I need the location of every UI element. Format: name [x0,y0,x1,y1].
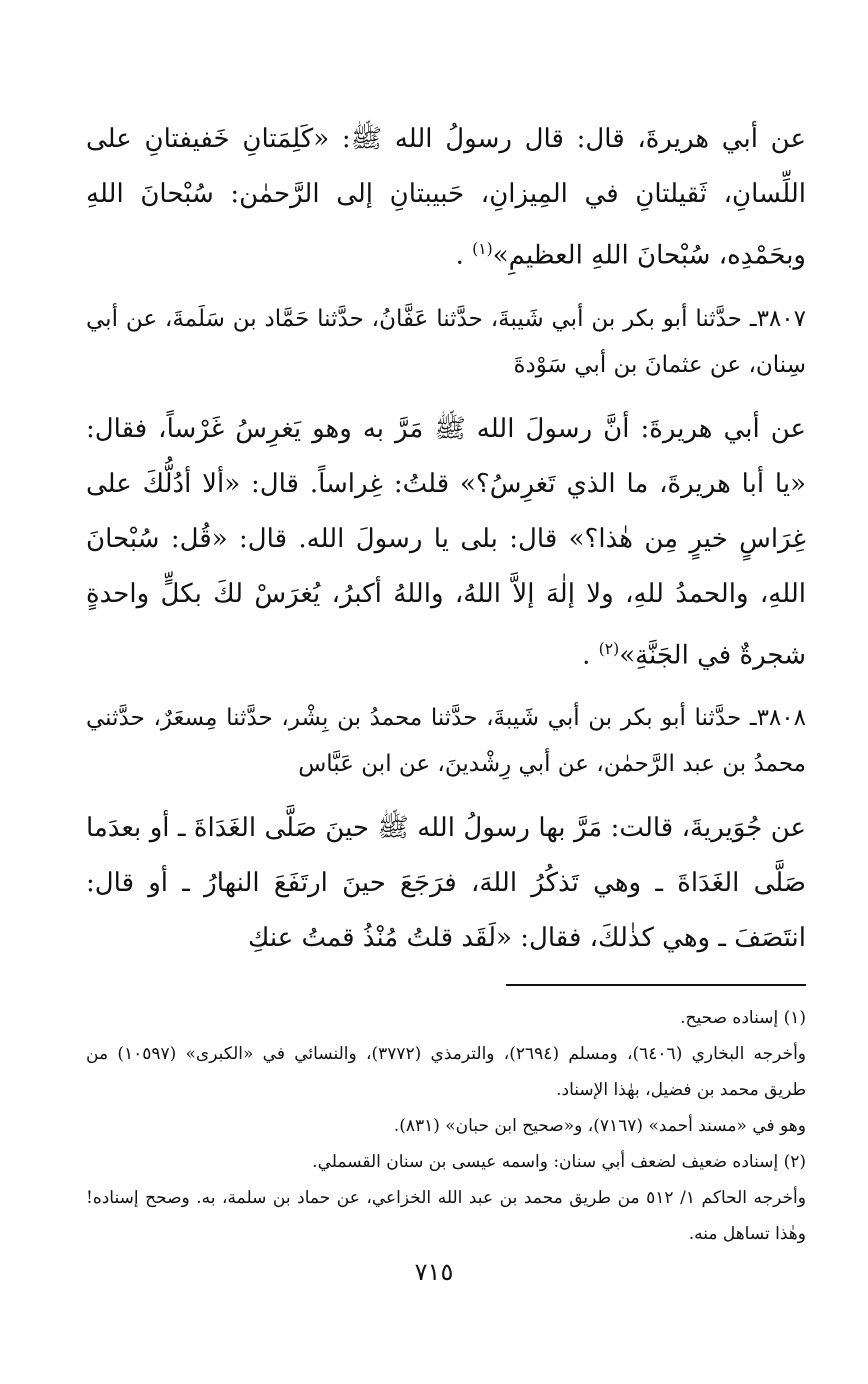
footnote-line: (١) إسناده صحيح. [680,1008,806,1029]
footnote-marker[interactable]: (١) [472,240,493,258]
end-punctuation: . [582,640,591,671]
hadith-text-3807 [86,402,806,684]
isnad-3807: ٣٨٠٧ـ حدَّثنا أبو بكر بن أبي شَيبةَ، حدَّثنا عَفَّانُ، حدَّثنا حَمَّاد بن سَلَمةَ، عن أبي سِنان، عن عثمانَ بن أبي سَوْدةَ [86,305,806,378]
footnote-line: وأخرجه الحاكم ١/ ٥١٢ من طريق محمد بن عبد الله الخزاعي، عن حماد بن سلمة، به. وصحح إسناده! وهٰذا تساهل منه. [86,1188,806,1245]
hadith-text-1 [86,112,806,284]
footnote-separator-wrap [86,984,806,1000]
isnad-3808: ٣٨٠٨ـ حدَّثنا أبو بكر بن أبي شَيبةَ، حدَّثنا محمدُ بن بِشْر، حدَّثنا مِسعَرٌ، حدَّثني محمدُ بن عبد الرَّحمٰن، عن أبي رِشْدينَ، عن ابن عَبَّاس [86,705,806,778]
footnote-separator [506,984,806,986]
footnote-line: (٢) إسناده ضعيف لضعف أبي سنان: واسمه عيسى بن سنان القسملي. [312,1152,806,1173]
footnotes [86,1000,806,1252]
hadith-text: عن أبي هريرةَ، قال: قال رسولُ الله ﷺ: «كَلِمَتانِ خَفيفتانِ على اللِّسانِ، ثَقيلتانِ في المِيزانِ، حَبيبتانِ إلى الرَّحمٰن: سُبْحانَ اللهِ وبحَمْدِه، سُبْحانَ اللهِ العظيمِ» [86,124,806,271]
footnote-line: وأخرجه البخاري (٦٤٠٦)، ومسلم (٢٦٩٤)، والترمذي (٣٧٧٢)، والنسائي في «الكبرى» (١٠٥٩٧) من طريق محمد بن فضيل، بهٰذا الإسناد. [86,1044,806,1101]
page-body [86,112,806,1252]
hadith-text: عن أبي هريرةَ: أنَّ رسولَ الله ﷺ مَرَّ به وهو يَغرِسُ غَرْساً، فقال: «يا أبا هريرةَ، ما الذي تَغرِسُ؟» قلتُ: غِراساً. قال: «ألا أدُلُّكَ على غِرَاسٍ خيرٍ مِن هٰذا؟» قال: بلى يا رسولَ الله. قال: «قُل: سُبْحانَ اللهِ، والحمدُ للهِ، ولا إلٰهَ إلاَّ اللهُ، واللهُ أكبرُ، يُغرَسْ لكَ بكلٍّ واحدةٍ شجرةٌ في الجَنَّةِ» [86,413,806,671]
footnote-marker[interactable]: (٢) [598,639,620,658]
page-number: ٧١٥ [414,1258,454,1286]
hadith-text-3808: عن جُوَيريةَ، قالت: مَرَّ بها رسولُ الله ﷺ حينَ صَلَّى الغَدَاةَ ـ أو بعدَما صَلَّى الغَدَاةَ ـ وهي تَذكُرُ اللهَ، فرَجَعَ حينَ ارتَفَعَ النهارُ ـ أو قال: انتَصَفَ ـ وهي كذٰلكَ، فقال: «لَقَد قلتُ مُنْذُ قمتُ عنكِ [86,813,806,954]
end-punctuation: . [455,240,464,271]
footnote-line: وهو في «مسند أحمد» (٧١٦٧)، و«صحيح ابن حبان» (٨٣١). [393,1116,806,1137]
